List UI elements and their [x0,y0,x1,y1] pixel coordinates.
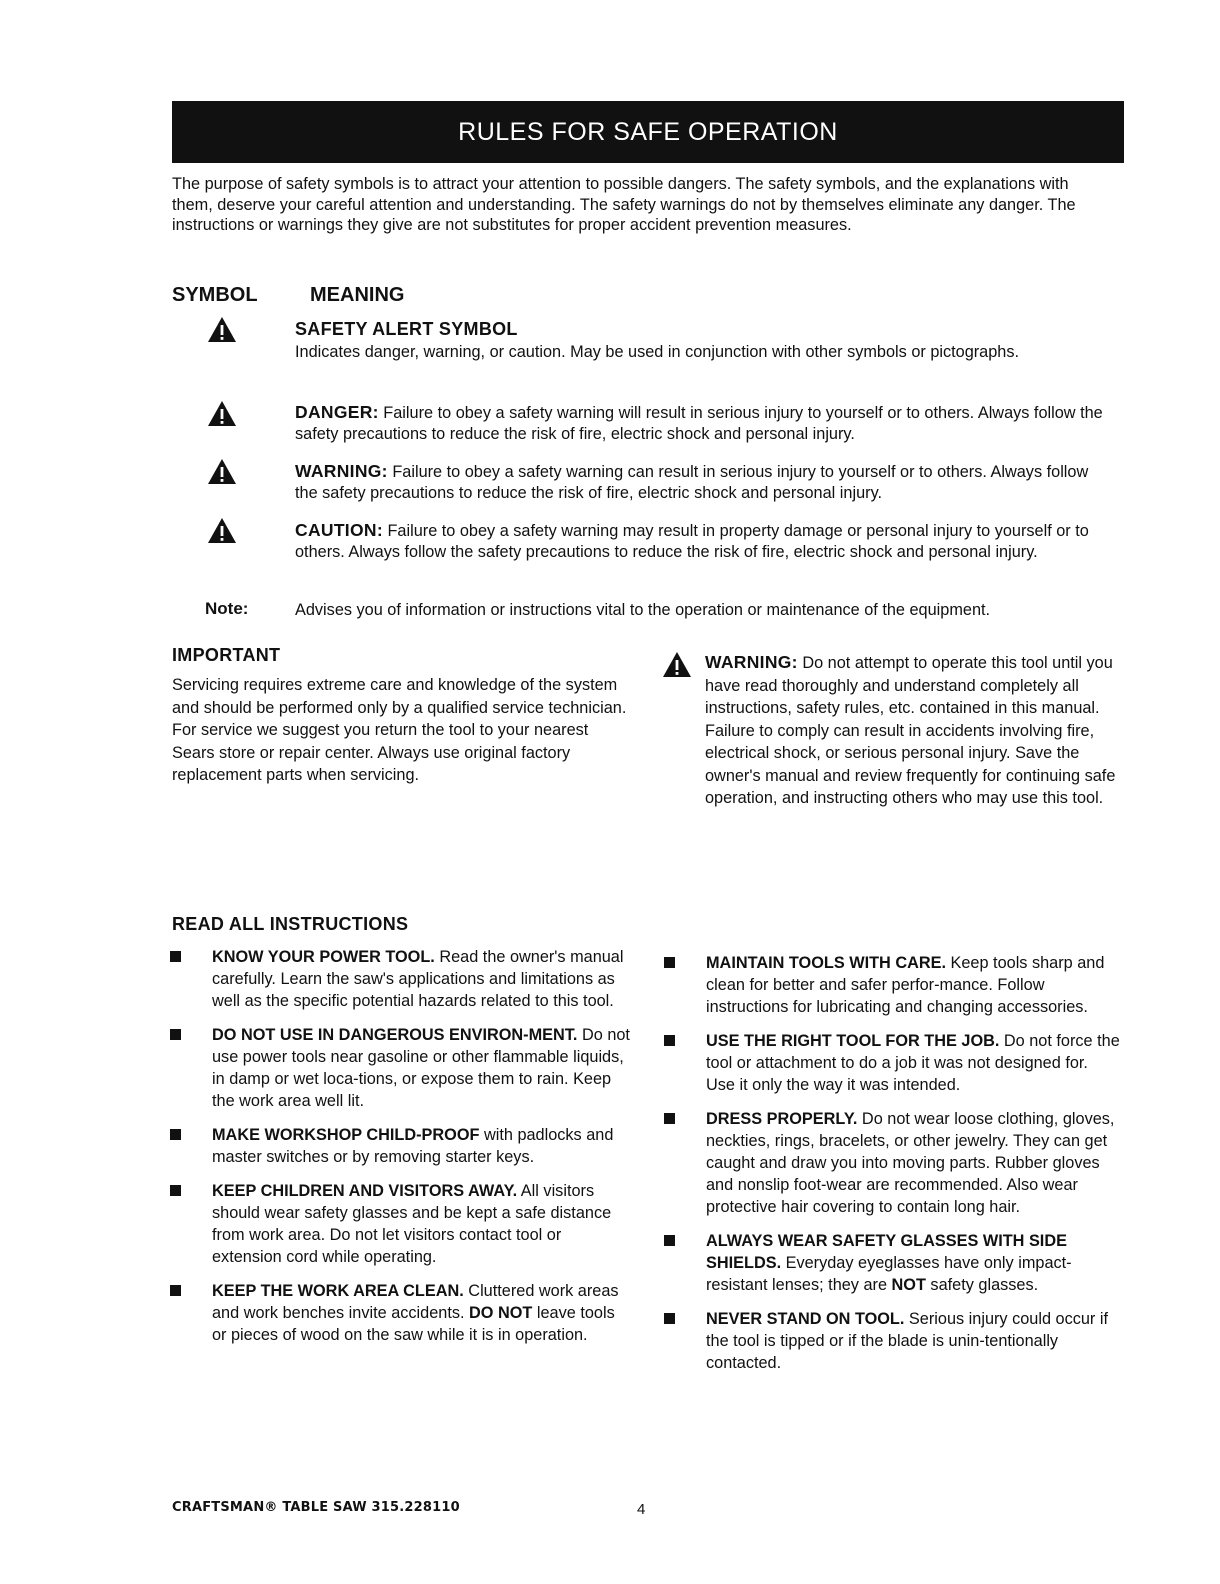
bullet-icon [664,1235,675,1246]
list-item [664,952,1120,1018]
bullet-icon [170,1029,181,1040]
page-number: 4 [637,1501,646,1518]
item-text: with padlocks and master switches or by removing starter keys. [212,1126,614,1166]
meaning-column-header: MEANING [310,284,405,306]
warning-alert-icon [207,458,237,485]
item-lead: KNOW YOUR POWER TOOL. [212,948,435,966]
symbol-description: Failure to obey a safety warning can result in serious injury to yourself or to others. Always follow the safety precautions to reduce the risk of fire, electric shock and personal injury. [295,463,1089,502]
symbol-row-danger [295,402,1110,445]
item-lead: ALWAYS WEAR SAFETY GLASSES WITH SIDE SHIELDS. [706,1232,1067,1272]
page-title: RULES FOR SAFE OPERATION [172,101,1124,163]
item-emphasis: DO NOT [469,1304,533,1322]
item-text: Read the owner's manual carefully. Learn the saw's applications and limitations as well as the specific potential hazards related to this tool. [212,948,624,1010]
item-lead: KEEP THE WORK AREA CLEAN. [212,1282,464,1300]
item-text-tail: safety glasses. [925,1276,1039,1294]
safety-alert-icon [207,316,237,343]
bullet-icon [664,1313,675,1324]
item-text-tail: leave tools or pieces of wood on the saw while it is in operation. [212,1304,615,1344]
symbol-description: Failure to obey a safety warning will result in serious injury to yourself or to others. Always follow the safety precautions to reduce the risk of fire, electric shock and personal injury. [295,404,1103,443]
list-item [170,1180,632,1268]
important-section [172,645,630,787]
symbol-term: DANGER: [295,402,379,422]
warning-box-alert-icon [662,651,692,678]
list-item [664,1108,1120,1218]
list-item [170,946,632,1012]
item-text: Cluttered work areas and work benches invite accidents. [212,1282,619,1322]
symbol-term: WARNING: [295,461,388,481]
symbol-row-safety-alert [295,319,1110,363]
list-item [664,1230,1120,1296]
item-lead: DO NOT USE IN DANGEROUS ENVIRON-MENT. [212,1026,578,1044]
item-lead: USE THE RIGHT TOOL FOR THE JOB. [706,1032,1000,1050]
item-text: Do not force the tool or attachment to do a job it was not designed for. Use it only the way it was intended. [706,1032,1120,1094]
symbol-term: CAUTION: [295,520,383,540]
item-text: Everyday eyeglasses have only impact-resistant lenses; they are [706,1254,1072,1294]
instruction-list-right [664,952,1120,1374]
item-text: Keep tools sharp and clean for better and safer perfor-mance. Follow instructions for lubricating and changing accessories. [706,954,1105,1016]
read-all-title: READ ALL INSTRUCTIONS [172,914,409,934]
bullet-icon [664,1113,675,1124]
intro-paragraph: The purpose of safety symbols is to attract your attention to possible dangers. The safety symbols, and the explanations with them, deserve your careful attention and understanding. The safety warnings do not by themselves eliminate any danger. The instructions or warnings they give are not substitutes for proper accident prevention measures. [172,175,1076,234]
item-lead: NEVER STAND ON TOOL. [706,1310,905,1328]
bullet-icon [170,1185,181,1196]
instruction-list-left [170,946,632,1346]
important-title: IMPORTANT [172,645,281,665]
item-text: Do not wear loose clothing, gloves, neckties, rings, bracelets, or other jewelry. They can get caught and draw you into moving parts. Rubber gloves and nonslip foot-wear are recommended. Also wear protective hair covering to contain long hair. [706,1110,1115,1216]
warning-term: WARNING: [705,652,798,672]
item-text: Do not use power tools near gasoline or other flammable liquids, in damp or wet loca-tions, or expose them to rain. Keep the work area well lit. [212,1026,630,1110]
symbol-row-warning [295,461,1110,504]
item-emphasis: NOT [891,1276,926,1294]
symbol-term: SAFETY ALERT SYMBOL [295,319,518,339]
bullet-icon [170,951,181,962]
list-item [170,1024,632,1112]
symbol-column-header: SYMBOL [172,284,258,306]
list-item [664,1030,1120,1096]
item-lead: MAINTAIN TOOLS WITH CARE. [706,954,946,972]
list-item [664,1308,1120,1374]
bullet-icon [664,1035,675,1046]
warning-box [705,651,1120,810]
bullet-icon [664,957,675,968]
symbol-description: Indicates danger, warning, or caution. May be used in conjunction with other symbols or pictographs. [295,343,1020,361]
list-item [170,1280,632,1346]
danger-alert-icon [207,400,237,427]
caution-alert-icon [207,517,237,544]
important-text: Servicing requires extreme care and knowledge of the system and should be performed only by a qualified service technician. For service we suggest you return the tool to your nearest Sears store or repair center. Always use original factory replacement parts when servicing. [172,676,627,784]
bullet-icon [170,1129,181,1140]
note-label: Note: [205,599,249,618]
item-text: Serious injury could occur if the tool is tipped or if the blade is unin-tentionally contacted. [706,1310,1109,1372]
item-text: All visitors should wear safety glasses and be kept a safe distance from work area. Do not let visitors contact tool or extension cord while operating. [212,1182,612,1266]
symbol-description: Failure to obey a safety warning may result in property damage or personal injury to yourself or to others. Always follow the safety precautions to reduce the risk of fire, electric shock and personal injury. [295,522,1089,561]
bullet-icon [170,1285,181,1296]
footer-brand: CRAFTSMAN® TABLE SAW 315.228110 [172,1500,460,1515]
note-text: Advises you of information or instructions vital to the operation or maintenance of the equipment. [295,601,991,619]
list-item [170,1124,632,1168]
item-lead: DRESS PROPERLY. [706,1110,858,1128]
warning-text: Do not attempt to operate this tool until you have read thoroughly and understand completely all instructions, safety rules, etc. contained in this manual. Failure to comply can result in accidents involving fire, electrical shock, or serious personal injury. Save the owner's manual and review frequently for continuing safe operation, and instructing others who may use this tool. [705,654,1116,807]
symbol-row-caution [295,520,1110,563]
item-lead: MAKE WORKSHOP CHILD-PROOF [212,1126,480,1144]
item-lead: KEEP CHILDREN AND VISITORS AWAY. [212,1182,518,1200]
